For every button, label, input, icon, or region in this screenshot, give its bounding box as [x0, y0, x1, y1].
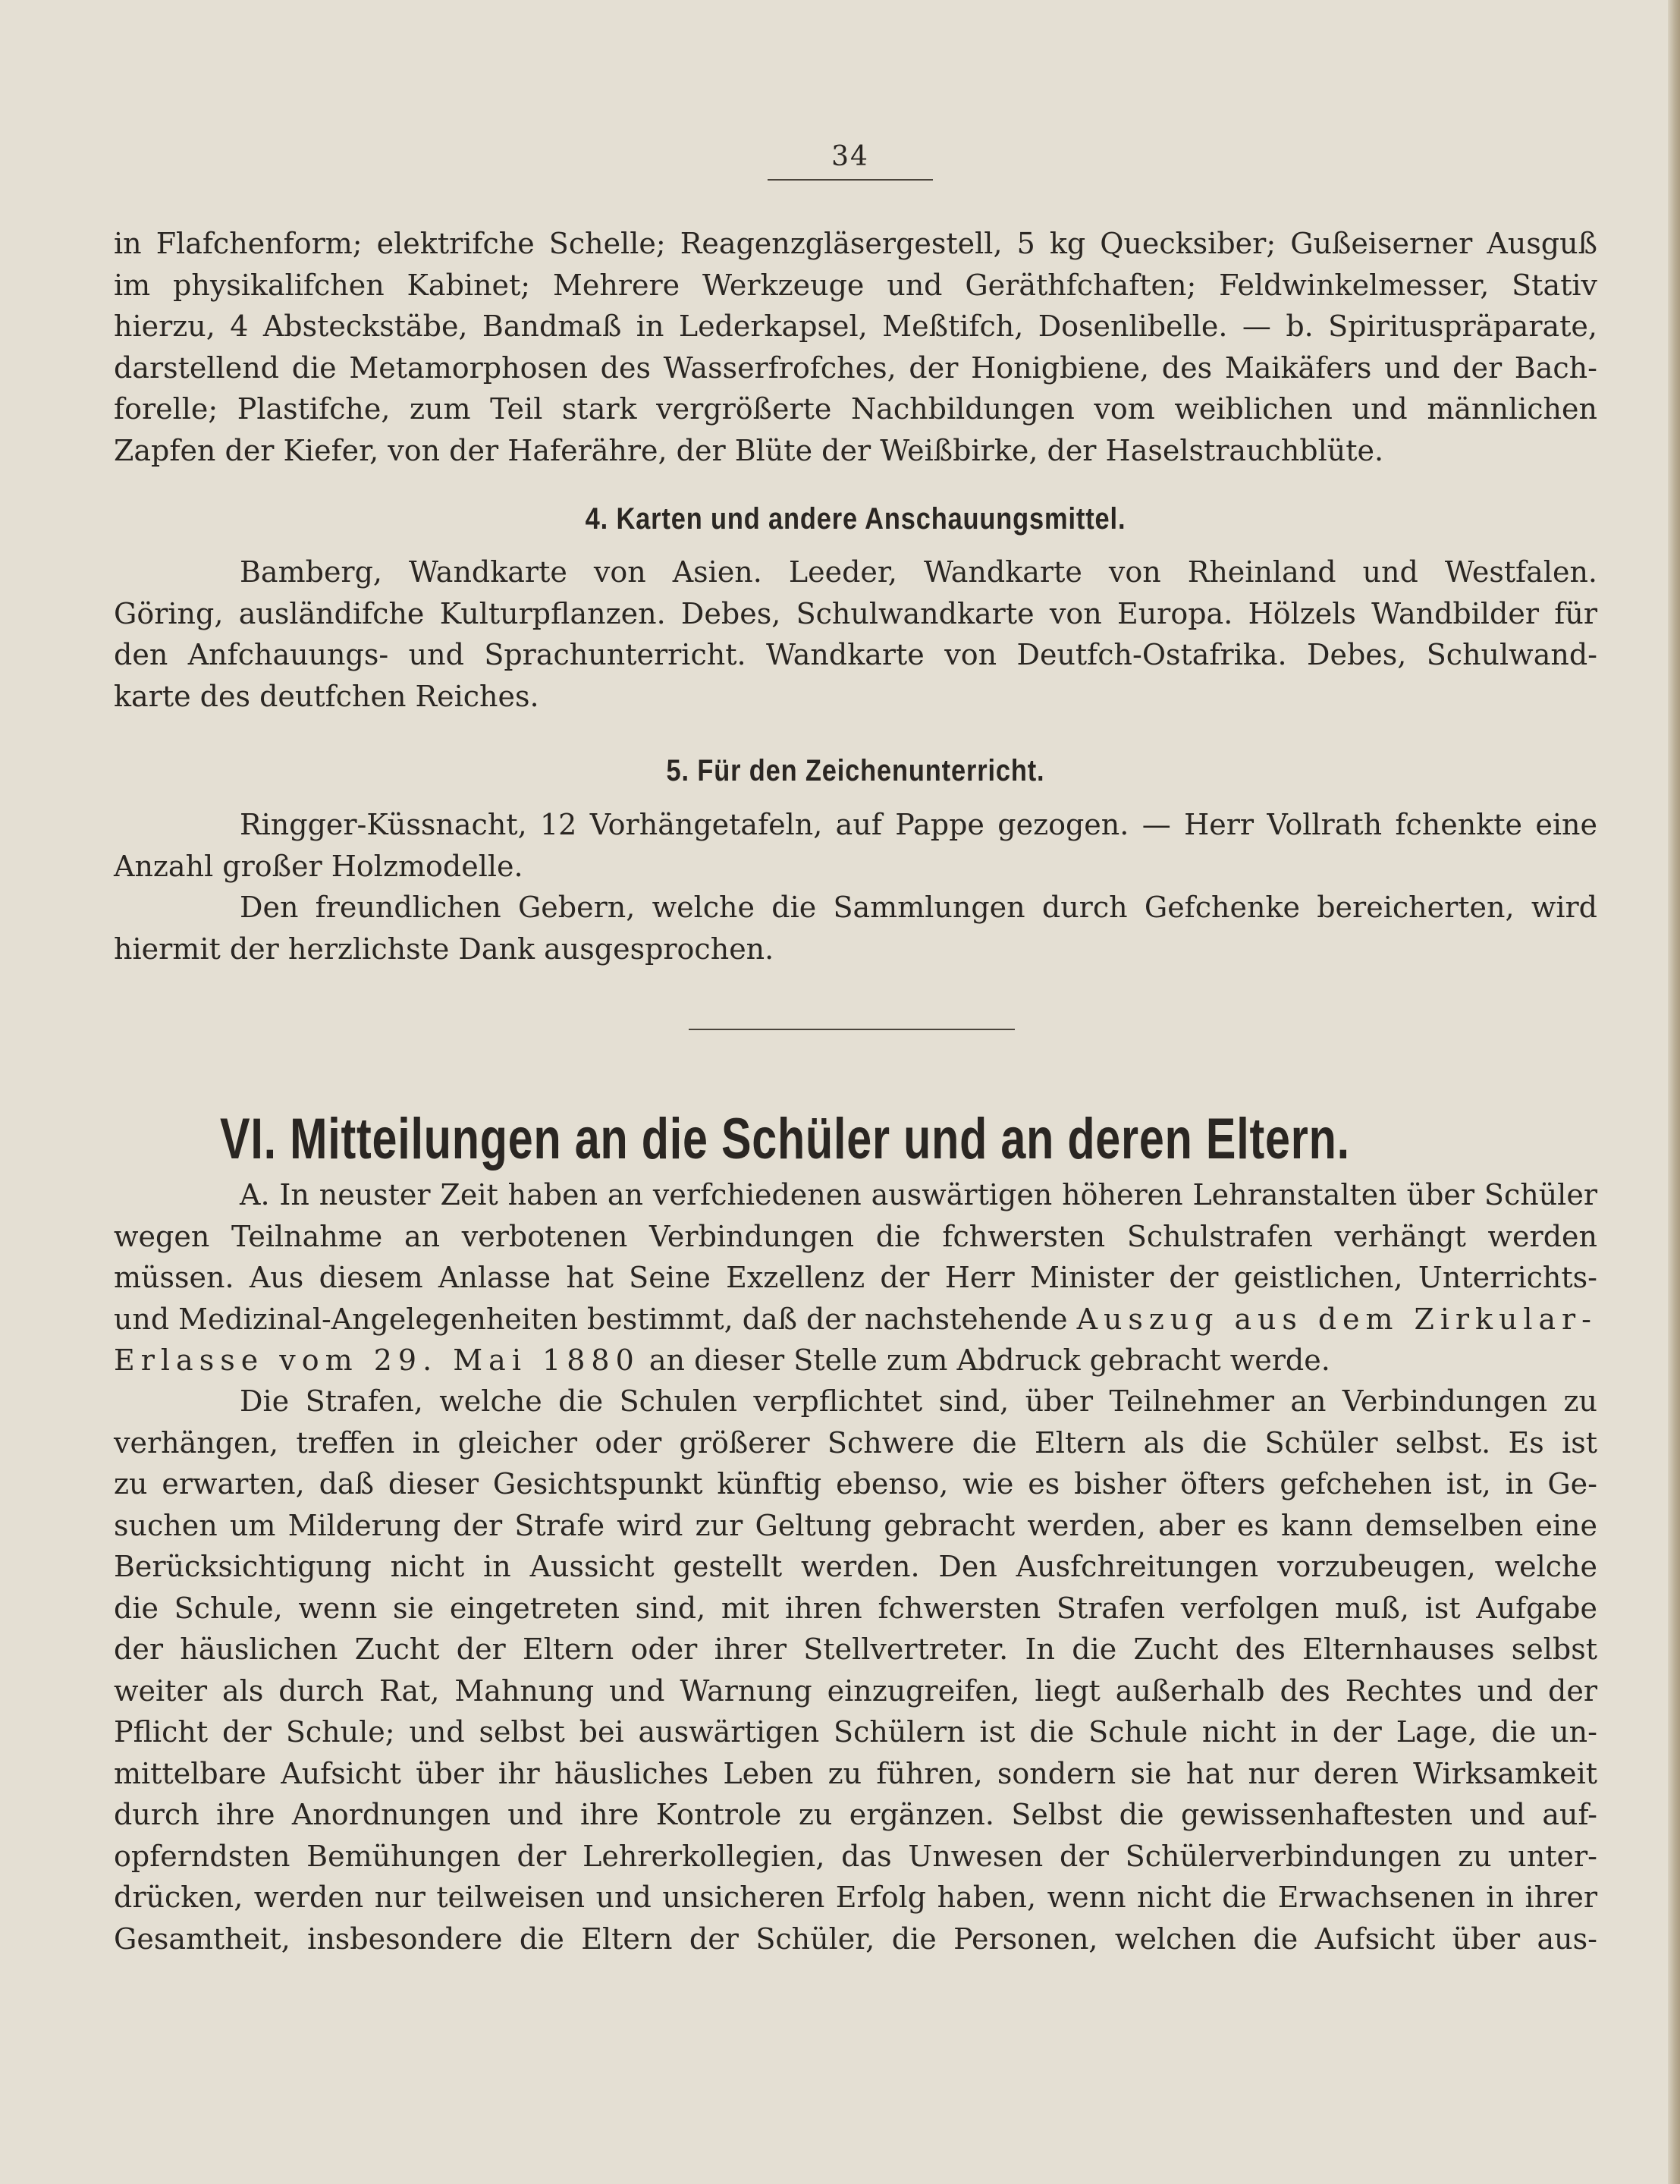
page-edge — [1668, 0, 1680, 2184]
text-line: durch ihre Anordnungen und ihre Kontrole zu ergänzen. Selbst die gewissenhaftesten und auf- — [114, 1798, 1597, 1831]
spaced-text-segment: Erlasse vom 29. Mai 1880 — [114, 1343, 640, 1377]
text-line: zu erwarten, daß dieser Gesichtspunkt künftig ebenso, wie es bisher öfters gefchehen ist, in Ge- — [114, 1467, 1597, 1501]
text-line: Zapfen der Kiefer, von der Haferähre, der Blüte der Weißbirke, der Haselstrauchblüte. — [114, 433, 1384, 467]
text-line: in Flafchenform; elektrifche Schelle; Reagenzgläsergestell, 5 kg Quecksiber; Gußeiserner Ausguß — [114, 227, 1597, 260]
paragraph-section4 — [114, 551, 1597, 717]
top-rule — [768, 179, 933, 181]
paragraph-chapter-b — [114, 1381, 1597, 1959]
text-line: Anzahl großer Holzmodelle. — [114, 849, 523, 883]
text-line: verhängen, treffen in gleicher oder größerer Schwere die Eltern als die Schüler selbst. Es ist — [114, 1425, 1597, 1460]
text-line: hierzu, 4 Absteckstäbe, Bandmaß in Lederkapsel, Meßtifch, Dosenlibelle. — b. Spirituspräparate, — [114, 310, 1597, 343]
paragraph-chapter-a — [114, 1174, 1597, 1381]
text-line — [114, 1299, 1597, 1340]
text-line: im physikalifchen Kabinet; Mehrere Werkzeuge und Geräthfchaften; Feldwinkelmesser, Stativ — [114, 268, 1597, 302]
spaced-text-segment: Auszug aus dem Zirkular- — [1076, 1302, 1597, 1336]
paragraph-section5a — [114, 804, 1597, 887]
text-line: Gesamtheit, insbesondere die Eltern der Schüler, die Personen, welchen die Aufsicht über aus- — [114, 1922, 1597, 1956]
text-line: Göring, ausländifche Kulturpflanzen. Debes, Schulwandkarte von Europa. Hölzels Wandbilder für — [114, 596, 1597, 630]
heading-section4: 4. Karten und andere Anschauungsmittel. — [585, 502, 1126, 536]
text-line: mittelbare Aufsicht über ihr häusliches Leben zu führen, sondern sie hat nur deren Wirksamkeit — [114, 1756, 1597, 1790]
chapter-title: VI. Mitteilungen an die Schüler und an deren Eltern. — [220, 1107, 1350, 1171]
text-line: drücken, werden nur teilweisen und unsicheren Erfolg haben, wenn nicht die Erwachsenen in ihrer — [114, 1881, 1597, 1914]
text-line: Den freundlichen Gebern, welche die Sammlungen durch Gefchenke bereicherten, wird — [240, 891, 1597, 924]
text-line: weiter als durch Rat, Mahnung und Warnung einzugreifen, liegt außerhalb des Rechtes und der — [114, 1673, 1597, 1708]
text-line — [114, 1340, 1597, 1381]
text-line: suchen um Milderung der Strafe wird zur Geltung gebracht werden, aber es kann demselben eine — [114, 1508, 1597, 1542]
text-line: darstellend die Metamorphosen des Wasserfrofches, der Honigbiene, des Maikäfers und der Bach- — [114, 350, 1597, 385]
text-segment: an dieser Stelle zum Abdruck gebracht werde. — [648, 1343, 1330, 1377]
text-line: Berücksichtigung nicht in Aussicht gestellt werden. Den Ausfchreitungen vorzubeugen, welche — [114, 1550, 1597, 1583]
paragraph-section3 — [114, 223, 1597, 471]
text-line: Pflicht der Schule; und selbst bei auswärtigen Schülern ist die Schule nicht in der Lage, die un- — [114, 1715, 1597, 1749]
heading-section5: 5. Für den Zeichenunterricht. — [666, 754, 1045, 787]
text-line: karte des deutfchen Reiches. — [114, 679, 539, 713]
text-line: opferndsten Bemühungen der Lehrerkollegien, das Unwesen der Schülerverbindungen zu unter- — [114, 1839, 1597, 1873]
text-line: wegen Teilnahme an verbotenen Verbindungen die fchwersten Schulstrafen verhängt werden — [114, 1219, 1597, 1253]
text-line: den Anfchauungs- und Sprachunterricht. Wandkarte von Deutfch-Ostafrika. Debes, Schulwand- — [114, 638, 1597, 671]
text-line: müssen. Aus diesem Anlasse hat Seine Exzellenz der Herr Minister der geistlichen, Unterrichts- — [114, 1261, 1597, 1294]
text-line: die Schule, wenn sie eingetreten sind, mit ihren fchwersten Strafen verfolgen muß, ist Aufgabe — [114, 1591, 1597, 1625]
section-divider — [689, 1029, 1015, 1030]
text-line: Ringger-Küssnacht, 12 Vorhängetafeln, auf Pappe gezogen. — Herr Vollrath fchenkte eine — [240, 808, 1597, 841]
text-line: der häuslichen Zucht der Eltern oder ihrer Stellvertreter. In die Zucht des Elternhauses selbst — [114, 1633, 1597, 1666]
paragraph-section5b — [114, 887, 1597, 969]
text-line: Bamberg, Wandkarte von Asien. Leeder, Wandkarte von Rheinland und Westfalen. — [240, 555, 1597, 589]
text-line: Die Strafen, welche die Schulen verpflichtet sind, über Teilnehmer an Verbindungen zu — [240, 1384, 1597, 1418]
text-line: A. In neuster Zeit haben an verfchiedenen auswärtigen höheren Lehranstalten über Schüler — [240, 1178, 1597, 1211]
text-segment: und Medizinal-Angelegenheiten bestimmt, daß der nachstehende — [114, 1302, 1068, 1336]
text-line: forelle; Plastifche, zum Teil stark vergrößerte Nachbildungen vom weiblichen und männlichen — [114, 392, 1597, 426]
page-number: 34 — [831, 141, 869, 172]
text-line: hiermit der herzlichste Dank ausgesprochen. — [114, 932, 774, 966]
